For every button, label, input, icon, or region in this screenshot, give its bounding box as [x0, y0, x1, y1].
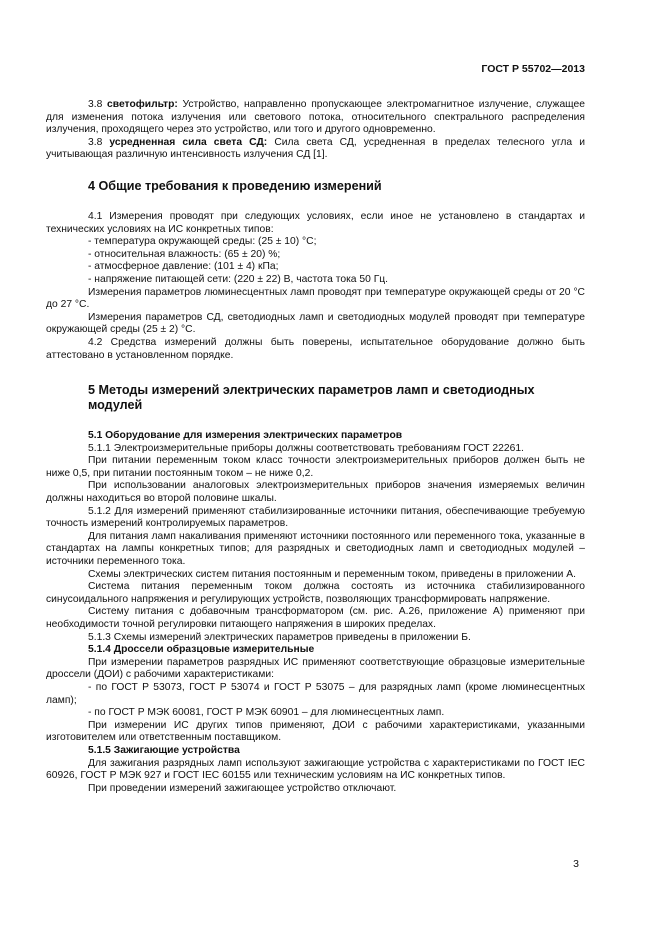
document-header-id: ГОСТ Р 55702—2013 — [481, 63, 585, 75]
clause-number: 3.8 — [88, 136, 103, 148]
subsection-5-1-4-title — [46, 644, 585, 657]
paragraph-other-types: При измерении ИС других типов применяют, ДОИ с рабочими характеристиками, указанными изготовителем или ответственным поставщиком. — [46, 719, 585, 744]
paragraph-transformer: Систему питания с добавочным трансформатором (см. рис. А.26, приложение А) применяют при необходимости точной регулировки питающего напряжения в широких пределах. — [46, 606, 585, 630]
paragraph-system: Система питания переменным током должна состоять из источника стабилизированного синусоидального напряжения и регулирующих устройств, позволяющих трансформировать напряжение. — [46, 581, 585, 605]
subsection-5-1-5-title — [46, 745, 585, 758]
paragraph-schemes: Схемы электрических систем питания постоянным и переменным током, приведены в приложении А. — [88, 568, 577, 580]
paragraph-led-temp: Измерения параметров СД, светодиодных ламп и светодиодных модулей проводят при температуре окружающей среды (25 ± 2) °С. — [46, 311, 585, 336]
section-5-title: 5 Методы измерений электрических параметров ламп и светодиодных модулей — [88, 383, 535, 413]
condition-item: - относительная влажность: (65 ± 20) %; — [88, 248, 281, 260]
subsection-5-1-title — [46, 430, 585, 443]
paragraph-4-2: 4.2 Средства измерений должны быть поверены, испытательное оборудование должно быть аттестовано в установленном порядке. — [46, 336, 585, 361]
condition-item: - температура окружающей среды: (25 ± 10) °С; — [88, 236, 317, 248]
paragraph-ignition: Для зажигания разрядных ламп используют зажигающие устройства с характеристиками по ГОСТ IEC 60926, ГОСТ Р МЭК 927 и ГОСТ IEC 60155 или техническим условиям на ИС конкретных типов. — [46, 757, 585, 782]
paragraph-fluorescent-temp: Измерения параметров люминесцентных ламп проводят при температуре окружающей среды от 20 °С до 27 °С. — [46, 286, 585, 311]
paragraph-5-1-2: 5.1.2 Для измерений применяют стабилизированные источники питания, обеспечивающие требуемую точность измерений контролируемых параметров. — [46, 505, 585, 530]
definition-text: Сила света СД, усредненная в пределах телесного угла и учитывающая различную интенсивность излучения СД [1]. — [46, 136, 585, 161]
subsection-title-text: 5.1.5 Зажигающие устройства — [88, 744, 240, 756]
clause-number: 3.8 — [88, 99, 103, 110]
term: светофильтр: — [107, 99, 178, 110]
paragraph-analog: При использовании аналоговых электроизмерительных приборов значения измеряемых величин должны находиться во второй половине шкалы. — [46, 480, 585, 505]
doi-item: - по ГОСТ Р МЭК 60081, ГОСТ Р МЭК 60901 – для люминесцентных ламп. — [88, 707, 445, 719]
paragraph-doi: При измерении параметров разрядных ИС применяют соответствующие образцовые измерительные дроссели (ДОИ) с рабочими характеристиками: — [46, 656, 585, 681]
subsection-title-text: 5.1.4 Дроссели образцовые измерительные — [88, 644, 315, 656]
document-body — [46, 99, 585, 795]
condition-item: - атмосферное давление: (101 ± 4) кПа; — [88, 261, 279, 273]
paragraph-5-1-1: 5.1.1 Электроизмерительные приборы должны соответствовать требованиям ГОСТ 22261. — [88, 442, 524, 454]
page-number: 3 — [573, 858, 579, 870]
term: усредненная сила света СД: — [109, 136, 268, 148]
definition-3-8-intensity — [46, 137, 585, 162]
paragraph-5-1-3: 5.1.3 Схемы измерений электрических параметров приведены в приложении Б. — [88, 631, 471, 643]
definition-text: Устройство, направленно пропускающее электромагнитное излучение, служащее для изменения потока излучения или светового потока, относительного спектрального распределения излучения, проходящего через это устройство, или того и другого одновременно. — [46, 99, 585, 136]
doi-item: - по ГОСТ Р 53073, ГОСТ Р 53074 и ГОСТ Р 53075 – для разрядных ламп (кроме люминесцентных ламп); — [46, 681, 585, 706]
paragraph-4-1: 4.1 Измерения проводят при следующих условиях, если иное не установлено в стандартах и технических условиях на ИС конкретных типов: — [46, 210, 585, 235]
paragraph-accuracy: При питании переменным током класс точности электроизмерительных приборов должен быть не ниже 0,5, при питании постоянным током – не ниже 0,2. — [46, 455, 585, 479]
subsection-title-text: 5.1 Оборудование для измерения электрических параметров — [88, 430, 403, 442]
section-4-title: 4 Общие требования к проведению измерений — [88, 178, 382, 193]
paragraph-supply: Для питания ламп накаливания применяют источники постоянного или переменного тока, указанные в стандартах на лампы конкретных типов; для разрядных и светодиодных ламп и светодиодных модулей – источники переменного тока. — [46, 530, 585, 568]
condition-item: - напряжение питающей сети: (220 ± 22) В, частота тока 50 Гц. — [88, 273, 389, 285]
definition-3-8-filter — [46, 99, 585, 137]
paragraph-ignition-off: При проведении измерений зажигающее устройство отключают. — [88, 782, 397, 794]
